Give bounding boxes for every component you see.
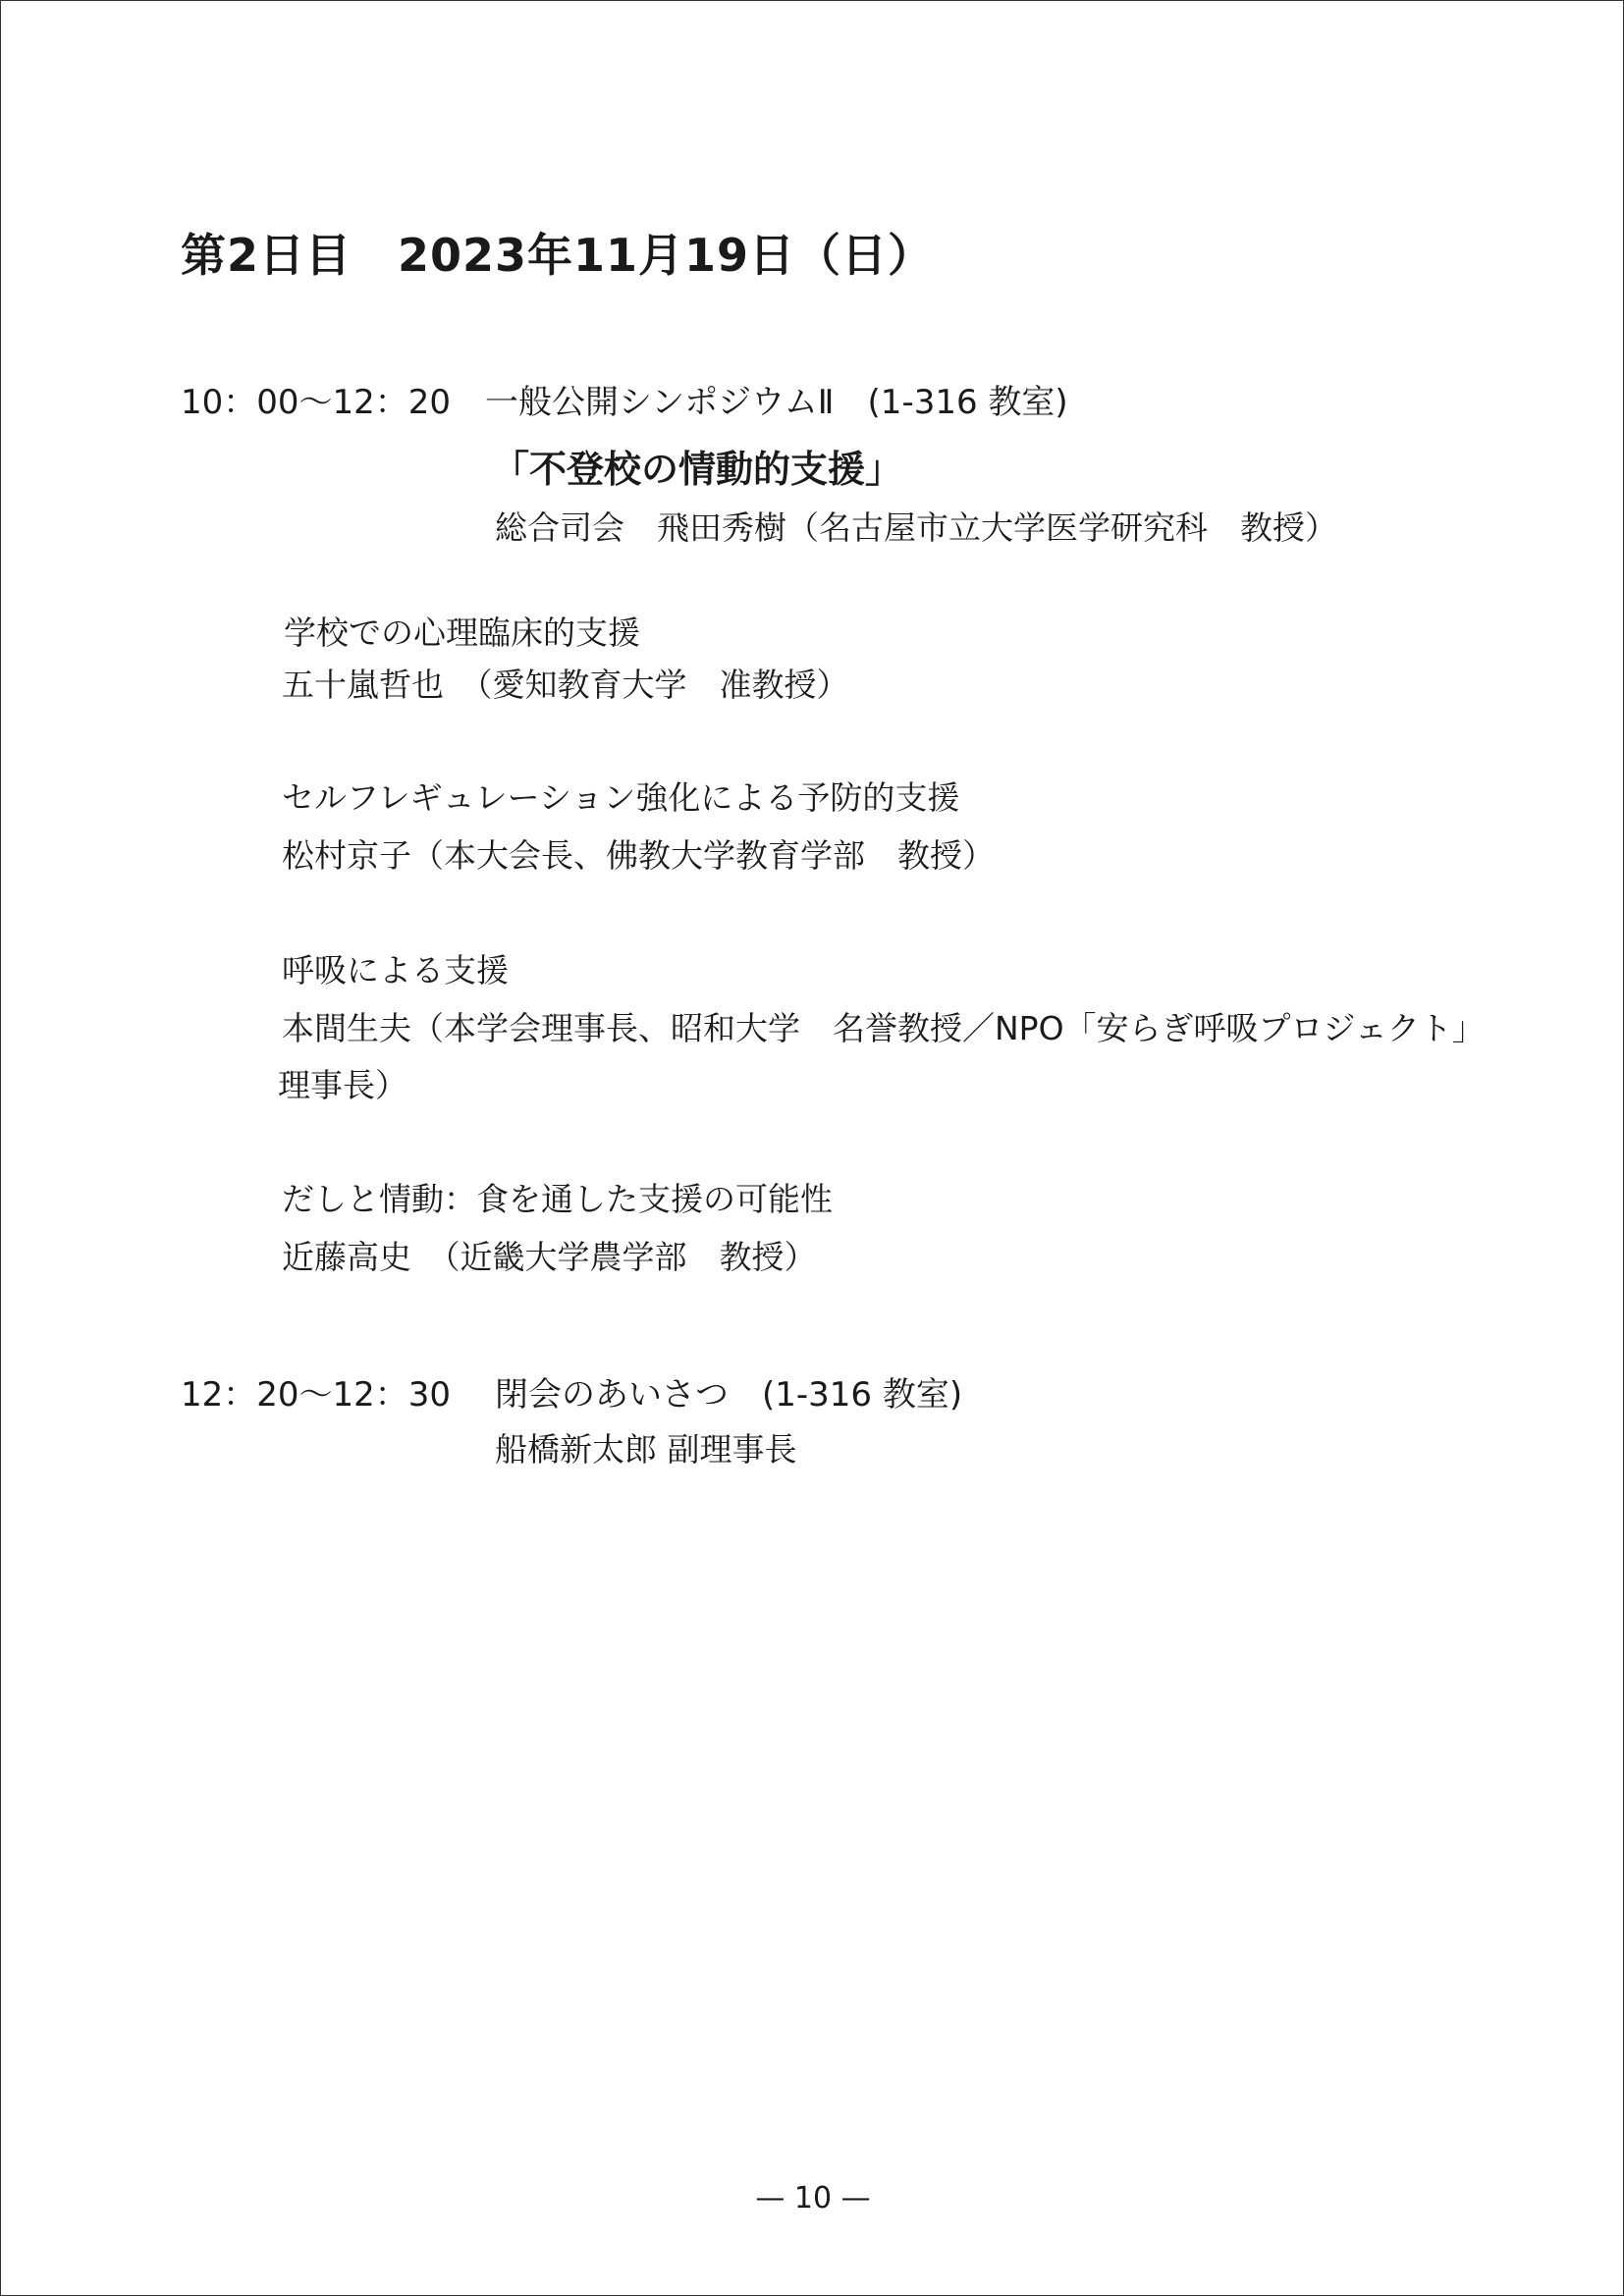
day-heading: 第2日目 2023年11月19日（日）: [181, 229, 935, 282]
talk-speaker: 本間生夫（本学会理事長、昭和大学 名誉教授／NPO「安らぎ呼吸プロジェクト」: [282, 1009, 1485, 1047]
session1-time: 10：00〜12：20: [181, 383, 452, 422]
talk-speaker-continued: 理事長）: [278, 1066, 407, 1104]
session2-time: 12：20〜12：30: [181, 1375, 452, 1415]
session2-speaker: 船橋新太郎 副理事長: [495, 1430, 797, 1468]
talk-speaker: 五十嵐哲也 （愛知教育大学 准教授）: [282, 666, 849, 704]
talk-topic: 学校での心理臨床的支援: [284, 614, 640, 652]
talk-topic: セルフレギュレーション強化による予防的支援: [282, 778, 960, 817]
session1-title: 一般公開シンポジウムⅡ (1-316 教室): [485, 383, 1068, 422]
page-number: — 10 —: [755, 2181, 871, 2216]
talk-speaker: 近藤高史 （近畿大学農学部 教授）: [282, 1238, 817, 1276]
session1-theme: 「不登校の情動的支援」: [492, 448, 903, 491]
talk-speaker: 松村京子（本大会長、佛教大学教育学部 教授）: [282, 836, 995, 875]
session2-title: 閉会のあいさつ (1-316 教室): [495, 1375, 963, 1415]
session1-moderator: 総合司会 飛田秀樹（名古屋市立大学医学研究科 教授）: [495, 508, 1337, 547]
talk-topic: 呼吸による支援: [282, 951, 509, 989]
talk-topic: だしと情動：食を通した支援の可能性: [282, 1180, 833, 1218]
